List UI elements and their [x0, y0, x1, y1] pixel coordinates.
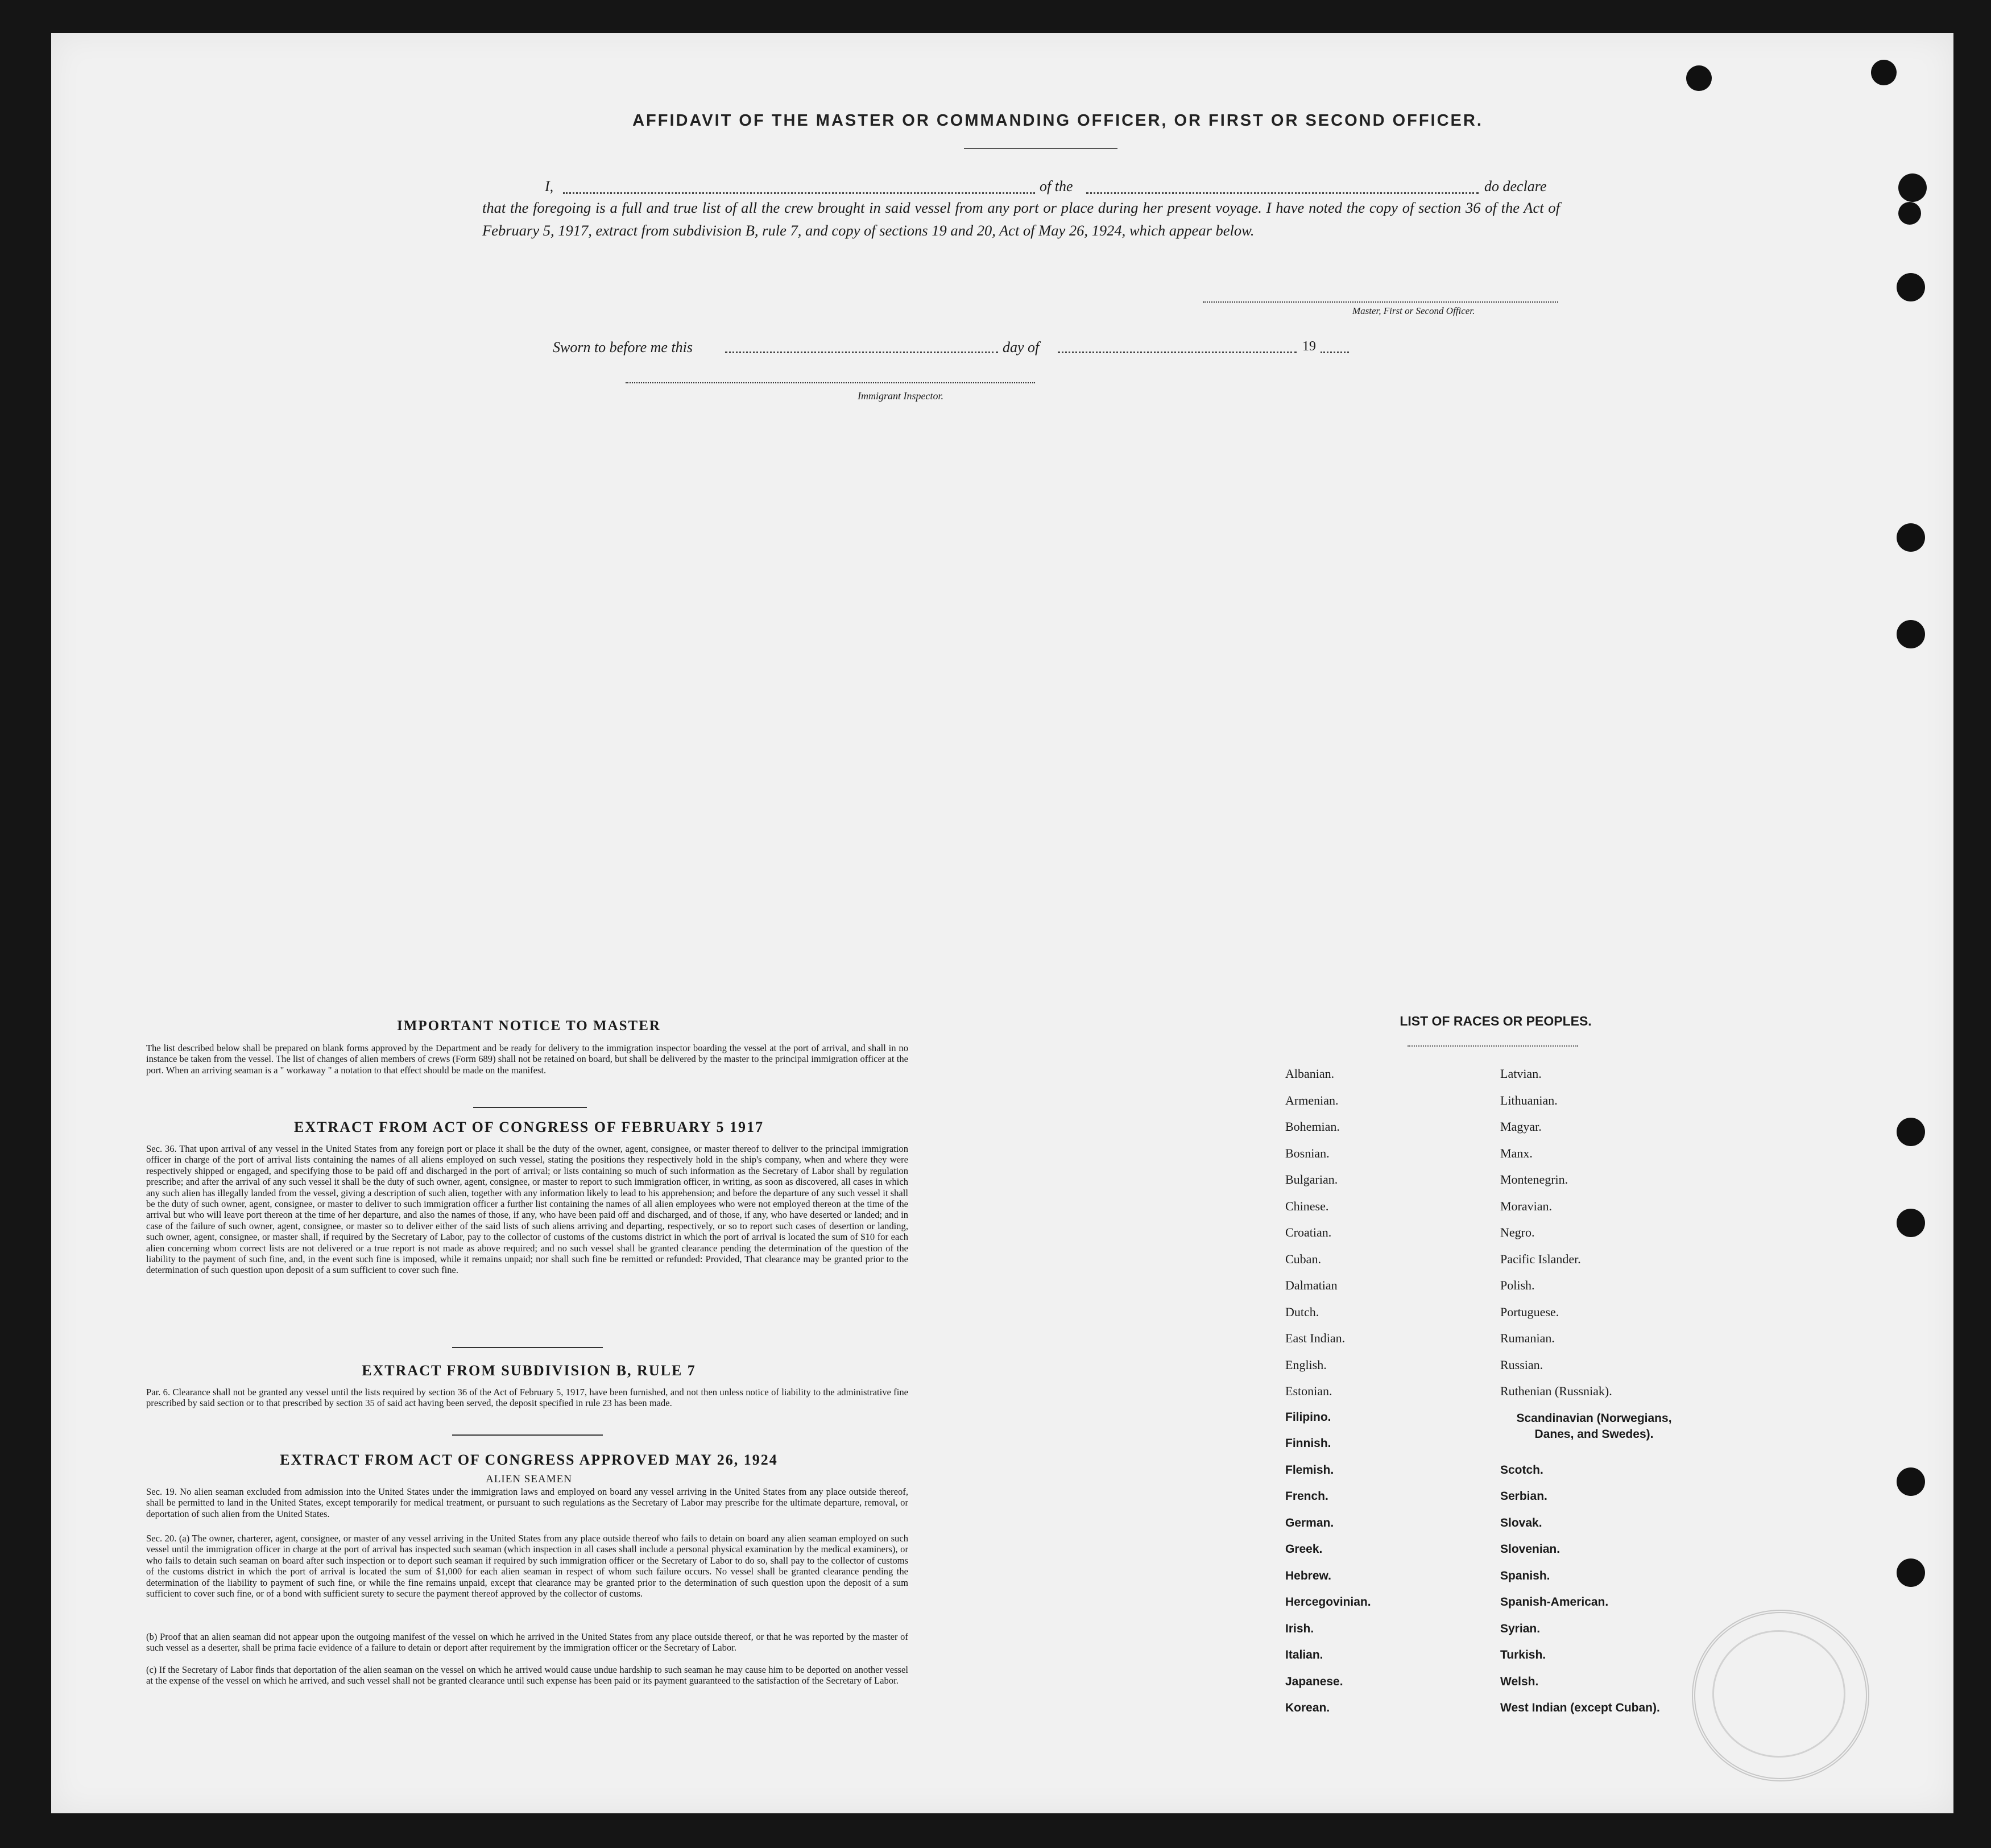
punch-hole [1898, 173, 1927, 202]
races-title-rule [1408, 1045, 1578, 1047]
act-1924-heading: EXTRACT FROM ACT OF CONGRESS APPROVED MAY 26, 1924 [280, 1452, 778, 1468]
race-item-right: Spanish-American. [1500, 1595, 1609, 1609]
race-item-right: Scotch. [1500, 1463, 1543, 1477]
race-item-left: Croatian. [1285, 1225, 1332, 1239]
race-item-right: Portuguese. [1500, 1304, 1559, 1319]
race-item-left: East Indian. [1285, 1331, 1346, 1345]
race-item-left: Korean. [1285, 1701, 1330, 1714]
race-item-right: Slovenian. [1500, 1543, 1560, 1556]
race-item-right: Russian. [1500, 1357, 1543, 1372]
race-item-left: Japanese. [1285, 1675, 1343, 1688]
master-signature-label: Master, First or Second Officer. [1352, 305, 1475, 316]
race-item-left: Dutch. [1285, 1304, 1319, 1319]
punch-hole [1897, 273, 1925, 301]
of-the-label: of the [1040, 178, 1073, 195]
extract-1917-text: Sec. 36. That upon arrival of any vessel in the United States from any foreign port or place it shall be the duty of the owner, agent, consignee, or master thereof to deliver to the principal immigration officer in charge of the port of arrival lists containing the names of all aliens employed on such vessel, stating the positions they respectively hold in the ship's company, when and where they were respectively shipped or engaged, and specifying those to be paid off and discharged in the port of arrival; or lists containing so much of such information as the Secretary of Labor shall by regulation prescribe; and after the arrival of any such vessel it shall be the duty of such owner, agent, consignee, or master to report to such immigration officer, in writing, as soon as discovered, all cases in which any such alien has illegally landed from the vessel, giving a description of such alien, together with any information likely to lead to his apprehension; and before the departure of any such vessel it shall be the duty of such owner, agent, consignee, or master to deliver to such immigration officer a further list containing the names of all alien employees who were not employed thereon at the time of the arrival but who will leave port thereon at the time of her departure, and also the names of those, if any, who have been paid off and discharged, and of those, if any, who have deserted or landed; and in case of the failure of such owner, agent, consignee, or master so to deliver either of the said lists of such aliens arriving and departing, respectively, or so to report such cases of desertion or landing, such owner, agent, consignee, or master shall, if required by the Secretary of Labor, pay to the collector of customs of the customs district in which the port of arrival is located the sum of $10 for each alien concerning whom correct lists are not delivered or a true report is not made as above required; and no such vessel shall be granted clearance pending the determination of the question of the liability to the payment of such fine, and, in the event such fine is imposed, while it remains unpaid; nor shall such fine be remitted or refunded: Provided, That clearance may be granted prior to the determination of such question upon deposit of a sum sufficient to cover such fine. [146, 1143, 908, 1276]
race-item-right: Slovak. [1500, 1516, 1542, 1529]
rule-7-heading: EXTRACT FROM SUBDIVISION B, RULE 7 [362, 1362, 696, 1379]
race-item-right: Pacific Islander. [1500, 1251, 1581, 1266]
declarant-prefix: I, [545, 178, 554, 195]
race-item-right: Lithuanian. [1500, 1093, 1558, 1107]
race-item-right: Moravian. [1500, 1198, 1553, 1213]
race-item-right: Scandinavian (Norwegians, Danes, and Swedes). [1516, 1411, 1672, 1441]
punch-hole [1897, 523, 1925, 552]
race-item-left: Irish. [1285, 1622, 1314, 1635]
race-item-right: Magyar. [1500, 1119, 1542, 1134]
punch-hole [1897, 1118, 1925, 1146]
rule-7-text: Par. 6. Clearance shall not be granted any vessel until the lists required by section 36 of the Act of February 5, 1917, have been furnished, and not then unless notice of liability to the administrative fine prescribed by said section or to that prescribed by section 35 of said act having been served, the deposit specified in rule 23 has been made. [146, 1387, 908, 1409]
race-item-left: Bosnian. [1285, 1146, 1330, 1160]
year-label: 19 [1302, 339, 1316, 354]
punch-hole [1897, 620, 1925, 648]
race-item-left: Greek. [1285, 1543, 1323, 1556]
race-item-left: Armenian. [1285, 1093, 1339, 1107]
official-stamp [1692, 1610, 1869, 1781]
declaration-text: that the foregoing is a full and true list of all the crew brought in said vessel from any port or place during her present voyage. I have noted the copy of section 36 of the Act of February 5, 1917, extract from subdivision B, rule 7, and copy of sections 19 and 20, Act of May 26, 1924, which appear below. [482, 199, 1560, 239]
races-title: LIST OF RACES OR PEOPLES. [1400, 1014, 1592, 1028]
race-item-left: Bohemian. [1285, 1119, 1340, 1134]
punch-hole [1871, 60, 1897, 85]
race-item-left: Filipino. [1285, 1410, 1331, 1424]
race-item-left: Chinese. [1285, 1198, 1329, 1213]
race-item-left: Estonian. [1285, 1384, 1332, 1398]
race-item-right: Spanish. [1500, 1569, 1550, 1582]
race-item-right: Montenegrin. [1500, 1172, 1568, 1186]
alien-seamen-subheading: ALIEN SEAMEN [486, 1473, 572, 1485]
declarant-name-field[interactable] [563, 192, 1035, 194]
punch-hole [1686, 65, 1712, 91]
race-item-left: Cuban. [1285, 1251, 1321, 1266]
notice-text: The list described below shall be prepared on blank forms approved by the Department and be ready for delivery to the immigration inspector boarding the vessel at the port of arrival, and shall in no instance be taken from the vessel. The list of changes of alien members of crews (Form 689) shall not be retained on board, but shall be delivered by the master to the principal immigration officer at the port. When an arriving seaman is a " workaway " a notation to that effect should be made on the manifest. [146, 1043, 908, 1076]
race-item-right: West Indian (except Cuban). [1500, 1701, 1660, 1714]
master-signature-line[interactable] [1203, 301, 1558, 303]
sworn-month-field[interactable] [1058, 352, 1297, 353]
race-item-left: Albanian. [1285, 1066, 1335, 1081]
sworn-year-field[interactable] [1321, 352, 1349, 353]
vessel-name-field[interactable] [1086, 192, 1479, 194]
section-rule [452, 1434, 603, 1436]
race-item-right: Welsh. [1500, 1675, 1539, 1688]
sec-20c-text: (c) If the Secretary of Labor finds that deportation of the alien seaman on the vessel on which he arrived would cause undue hardship to such seaman he may cause him to be deported on another vessel at the expense of the vessel on which he arrived, and such vessel shall not be granted clearance until such expense has been paid or its payment guaranteed to the satisfaction of the Secretary of Labor. [146, 1664, 908, 1686]
race-item-left: Dalmatian [1285, 1278, 1338, 1292]
punch-hole [1898, 202, 1921, 225]
race-item-left: German. [1285, 1516, 1334, 1529]
punch-hole [1897, 1467, 1925, 1496]
race-item-right: Ruthenian (Russniak). [1500, 1384, 1612, 1398]
race-item-left: Hebrew. [1285, 1569, 1331, 1582]
race-item-right: Rumanian. [1500, 1331, 1555, 1345]
race-item-left: Finnish. [1285, 1437, 1331, 1450]
race-item-left: Flemish. [1285, 1463, 1334, 1477]
race-item-left: Hercegovinian. [1285, 1595, 1371, 1609]
sec-20a-text: Sec. 20. (a) The owner, charterer, agent, consignee, or master of any vessel arriving in the United States from any place outside thereof who fails to detain on board any alien seaman employed on such vessel until the immigration officer in charge at the port of arrival has inspected such seaman (which inspection in all cases shall include a personal physical examination by the medical examiners), or who fails to detain such seaman on board after such inspection or to deport such seaman if required by such immigration officer or the Secretary of Labor to do so, shall pay to the collector of customs of the customs district in which the port of arrival is located the sum of $1,000 for each alien seaman in respect of whom such failure occurs. No vessel shall be granted clearance pending the determination of the liability to payment of such fine, or while the fine remains unpaid, except that clearance may be granted prior to the determination of such question upon the deposit of a sum sufficient to cover such fine, or of a bond with sufficient surety to secure the payment thereof approved by the collector of customs. [146, 1533, 908, 1599]
sec-20b-text: (b) Proof that an alien seaman did not appear upon the outgoing manifest of the vessel on which he arrived in the United States from any place outside thereof, or that he was reported by the master of such vessel as a deserter, shall be prima facie evidence of a failure to detain or deport after requirement by the immigration officer or the Secretary of Labor. [146, 1631, 908, 1653]
race-item-right: Polish. [1500, 1278, 1535, 1292]
race-item-left: Italian. [1285, 1648, 1323, 1661]
extract-1917-heading: EXTRACT FROM ACT OF CONGRESS OF FEBRUARY 5 1917 [294, 1119, 764, 1135]
race-item-right: Turkish. [1500, 1648, 1546, 1661]
section-rule [452, 1347, 603, 1348]
do-declare-label: do declare [1484, 178, 1547, 195]
inspector-signature-label: Immigrant Inspector. [858, 390, 943, 402]
notice-heading: IMPORTANT NOTICE TO MASTER [397, 1018, 661, 1033]
race-item-right: Syrian. [1500, 1622, 1541, 1635]
race-item-right: Manx. [1500, 1146, 1533, 1160]
race-item-right: Latvian. [1500, 1066, 1542, 1081]
sworn-label: Sworn to before me this [553, 339, 693, 355]
race-item-left: English. [1285, 1357, 1327, 1372]
inspector-signature-line[interactable] [626, 382, 1035, 383]
affidavit-title: AFFIDAVIT OF THE MASTER OR COMMANDING OFFICER, OR FIRST OR SECOND OFFICER. [632, 111, 1483, 130]
race-item-right: Negro. [1500, 1225, 1535, 1239]
race-item-left: French. [1285, 1490, 1328, 1503]
sworn-day-field[interactable] [725, 352, 998, 353]
race-item-right: Serbian. [1500, 1490, 1547, 1503]
race-item-left: Bulgarian. [1285, 1172, 1338, 1186]
punch-hole [1897, 1558, 1925, 1587]
punch-hole [1897, 1209, 1925, 1237]
title-rule [964, 148, 1117, 149]
day-of-label: day of [1003, 339, 1040, 355]
section-rule [473, 1107, 587, 1108]
sec-19-text: Sec. 19. No alien seaman excluded from admission into the United States under the immigration laws and employed on board any vessel arriving in the United States from any place outside thereof, shall be permitted to land in the United States, except temporarily for medical treatment, or pursuant to such regulations as the Secretary of Labor may prescribe for the ultimate departure, removal, or deportation of such alien from the United States. [146, 1486, 908, 1519]
